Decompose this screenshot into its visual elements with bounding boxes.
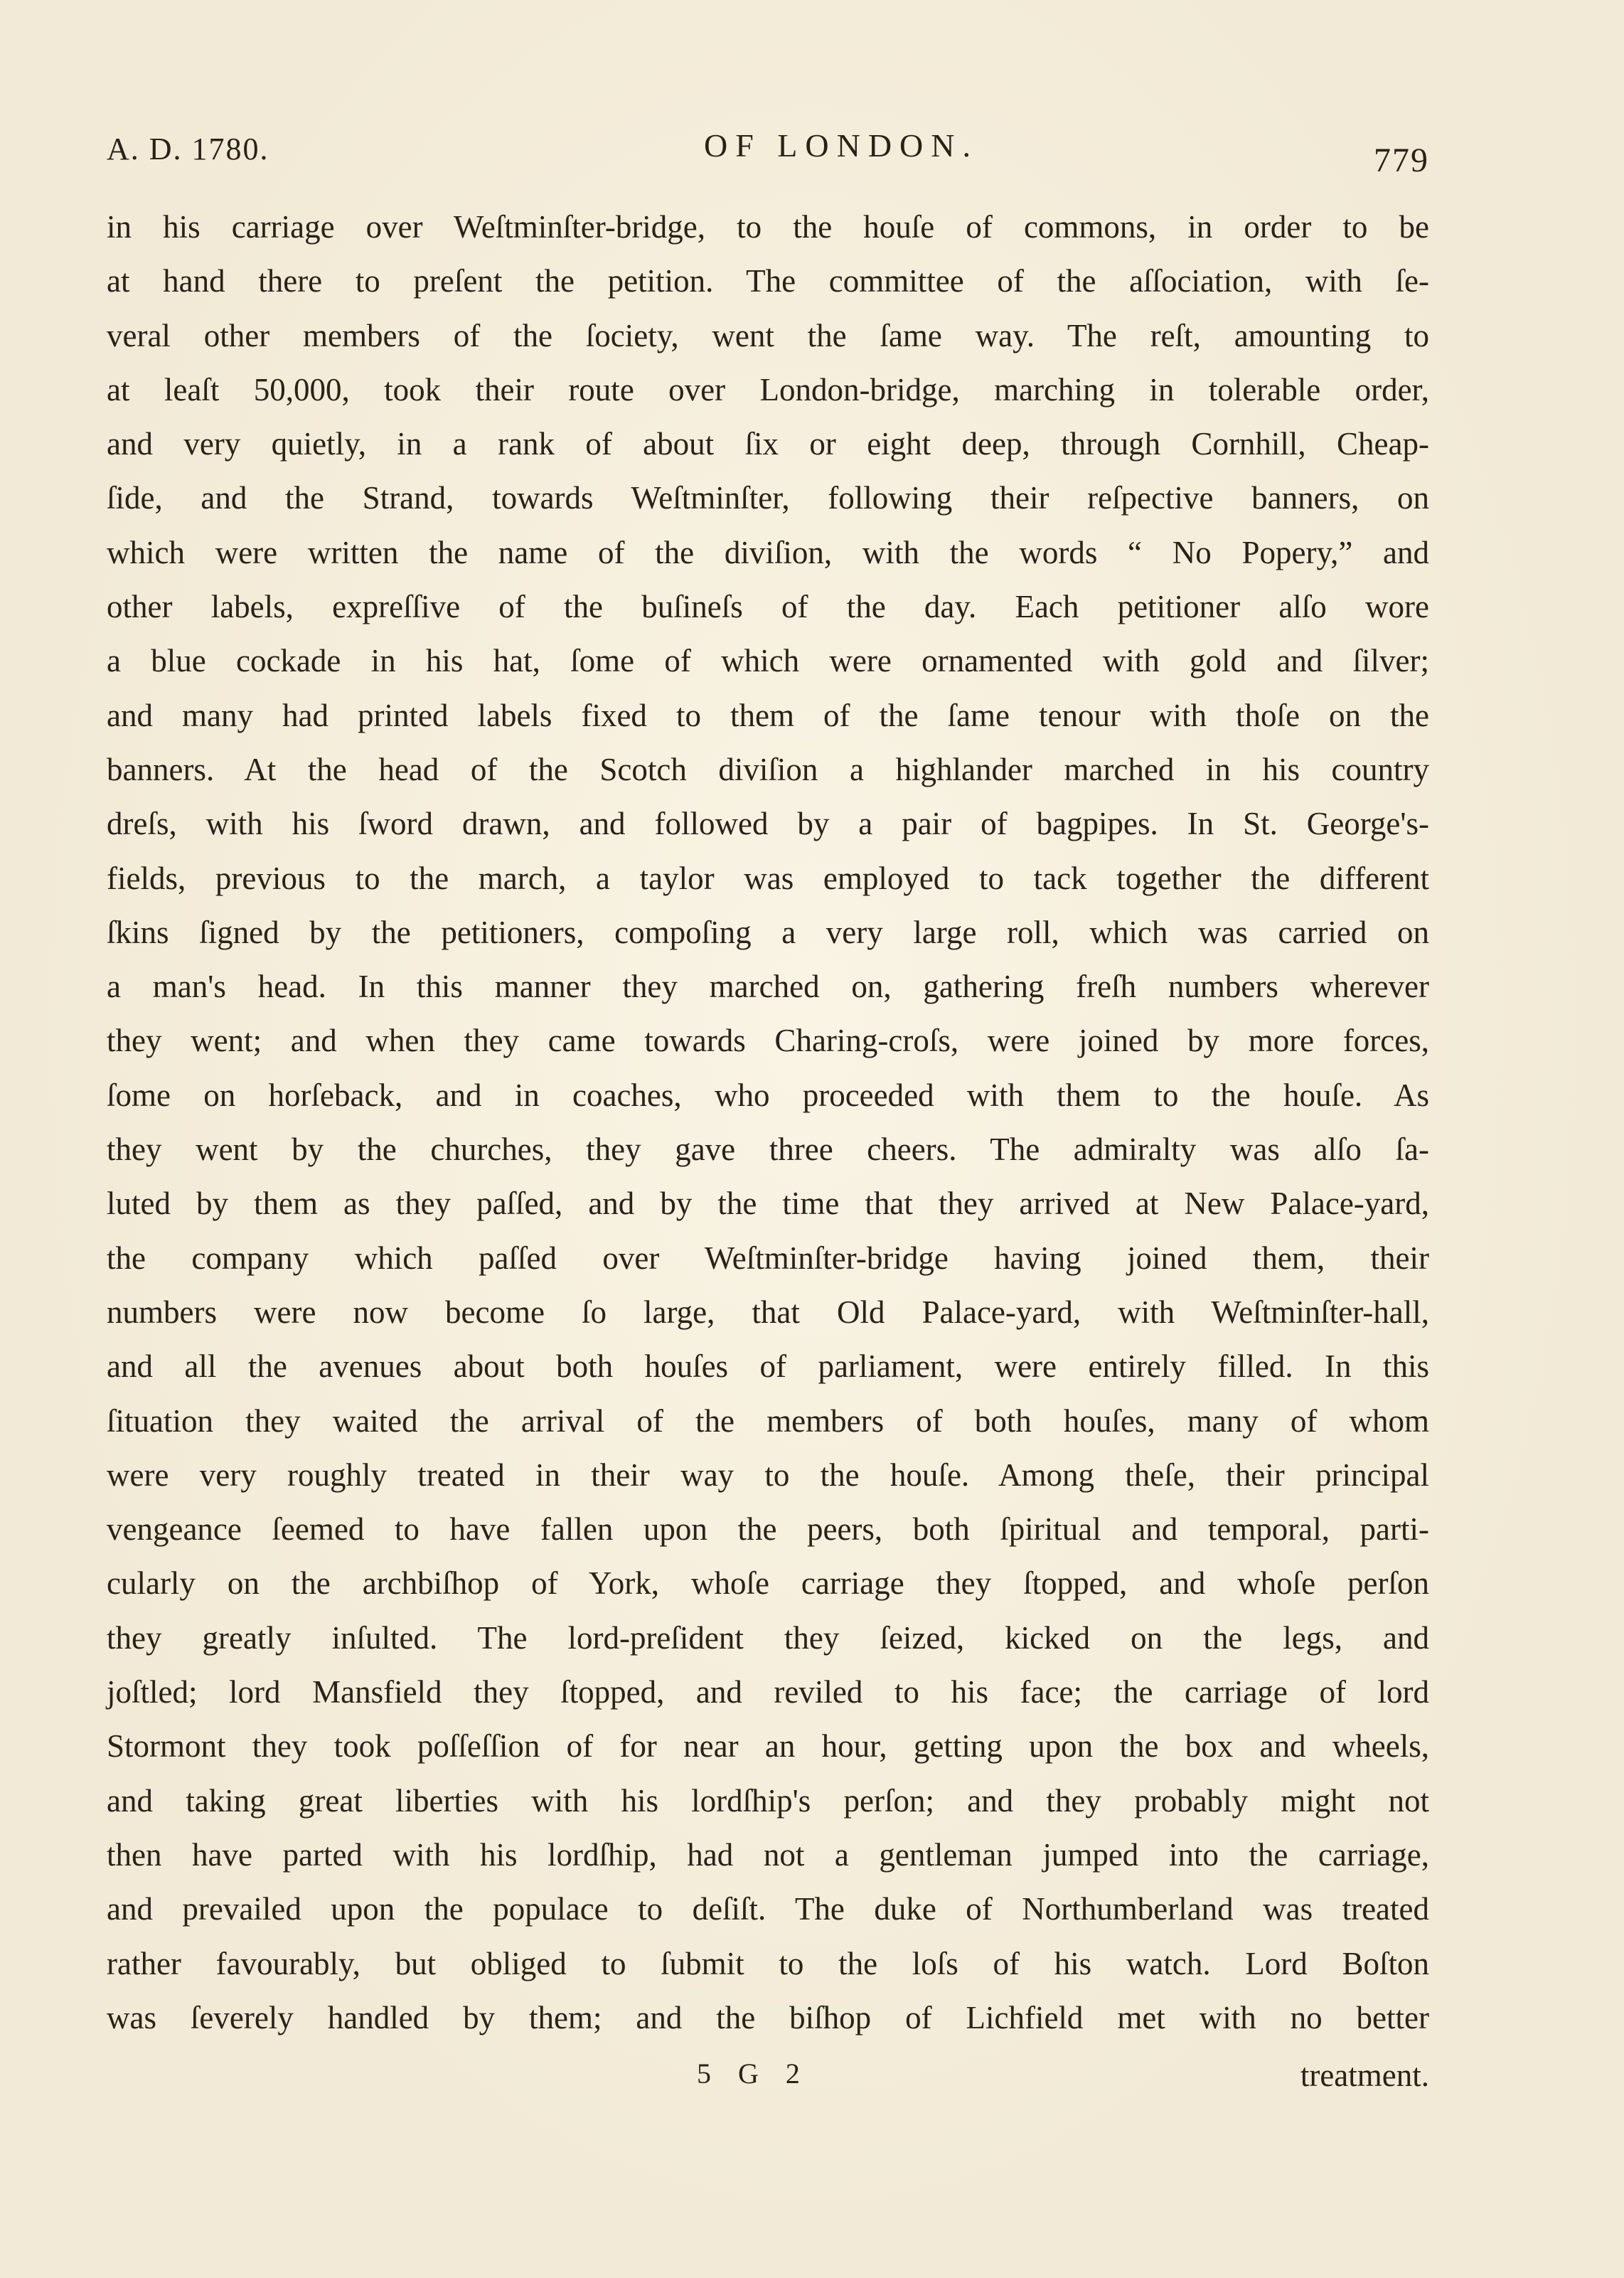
text-line: joſtled; lord Mansfield they ſtopped, and reviled to his face; the carriage of lord bbox=[107, 1674, 1429, 1710]
text-line: other labels, expreſſive of the buſineſs of the day. Each petitioner alſo wore bbox=[107, 589, 1429, 625]
text-line: ſkins ſigned by the petitioners, compoſing a very large roll, which was carried on bbox=[107, 914, 1429, 950]
body-text bbox=[107, 202, 1429, 2047]
text-line: veral other members of the ſociety, went the ſame way. The reſt, amounting to bbox=[107, 317, 1429, 353]
text-line: and prevailed upon the populace to deſiſt. The duke of Northumberland was treated bbox=[107, 1891, 1429, 1927]
text-line: ſome on horſeback, and in coaches, who proceeded with them to the houſe. As bbox=[107, 1077, 1429, 1113]
catchword: treatment. bbox=[1300, 2058, 1429, 2093]
text-line: at leaſt 50,000, took their route over London-bridge, marching in tolerable order, bbox=[107, 371, 1429, 408]
header-title: OF LONDON. bbox=[704, 127, 978, 164]
text-line: which were written the name of the diviſion, with the words “ No Popery,” and bbox=[107, 534, 1429, 570]
page-number: 779 bbox=[1374, 142, 1429, 179]
header-year: A. D. 1780. bbox=[107, 132, 269, 166]
text-line: a blue cockade in his hat, ſome of which were ornamented with gold and ſilver; bbox=[107, 643, 1429, 679]
page-footer bbox=[107, 2057, 1429, 2107]
text-line: then have parted with his lordſhip, had not a gentleman jumped into the carriage, bbox=[107, 1836, 1429, 1873]
text-line: banners. At the head of the Scotch diviſion a highlander marched in his country bbox=[107, 751, 1429, 787]
text-line: were very roughly treated in their way to the houſe. Among theſe, their principal bbox=[107, 1457, 1429, 1493]
text-line: vengeance ſeemed to have fallen upon the peers, both ſpiritual and temporal, parti- bbox=[107, 1511, 1429, 1548]
text-line: and taking great liberties with his lordſhip's perſon; and they probably might not bbox=[107, 1782, 1429, 1819]
text-line: Stormont they took poſſeſſion of for near an hour, getting upon the box and wheels, bbox=[107, 1728, 1429, 1765]
text-line: and many had printed labels fixed to them of the ſame tenour with thoſe on the bbox=[107, 697, 1429, 733]
text-line: and very quietly, in a rank of about ſix or eight deep, through Cornhill, Cheap- bbox=[107, 426, 1429, 462]
running-head bbox=[107, 127, 1429, 179]
text-line: they greatly inſulted. The lord-preſident they ſeized, kicked on the legs, and bbox=[107, 1619, 1429, 1656]
text-line: the company which paſſed over Weſtminſter-bridge having joined them, their bbox=[107, 1240, 1429, 1276]
text-line: a man's head. In this manner they marched on, gathering freſh numbers wherever bbox=[107, 969, 1429, 1005]
text-line: dreſs, with his ſword drawn, and followed by a pair of bagpipes. In St. George's- bbox=[107, 806, 1429, 842]
text-line: was ſeverely handled by them; and the biſhop of Lichfield met with no better bbox=[107, 1999, 1429, 2035]
text-line: luted by them as they paſſed, and by the time that they arrived at New Palace-yard, bbox=[107, 1186, 1429, 1222]
text-line: numbers were now become ſo large, that Old Palace-yard, with Weſtminſter-hall, bbox=[107, 1294, 1429, 1330]
signature-mark: 5 G 2 bbox=[697, 2058, 810, 2090]
text-line: and all the avenues about both houſes of parliament, were entirely filled. In this bbox=[107, 1348, 1429, 1385]
text-line: in his carriage over Weſtminſter-bridge, to the houſe of commons, in order to be bbox=[107, 209, 1429, 245]
text-line: cularly on the archbiſhop of York, whoſe carriage they ſtopped, and whoſe perſon bbox=[107, 1565, 1429, 1602]
text-line: they went by the churches, they gave three cheers. The admiralty was alſo ſa- bbox=[107, 1132, 1429, 1168]
text-line: fields, previous to the march, a taylor was employed to tack together the different bbox=[107, 860, 1429, 896]
text-line: rather favourably, but obliged to ſubmit to the loſs of his watch. Lord Boſton bbox=[107, 1945, 1429, 1981]
text-line: they went; and when they came towards Charing-croſs, were joined by more forces, bbox=[107, 1023, 1429, 1059]
text-line: ſituation they waited the arrival of the members of both houſes, many of whom bbox=[107, 1403, 1429, 1439]
text-line: ſide, and the Strand, towards Weſtminſter, following their reſpective banners, on bbox=[107, 480, 1429, 516]
text-line: at hand there to preſent the petition. The committee of the aſſociation, with ſe- bbox=[107, 263, 1429, 299]
